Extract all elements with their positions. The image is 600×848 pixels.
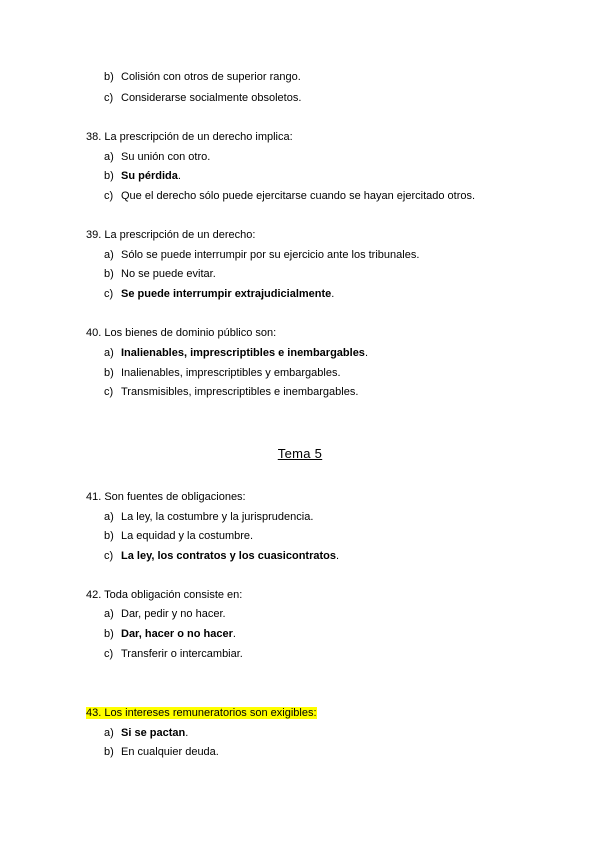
- option-b-correct: [104, 169, 181, 183]
- option-letter: c): [104, 550, 114, 562]
- option-text: En cualquier deuda.: [121, 746, 219, 758]
- option-letter: b): [104, 71, 114, 83]
- option-text: Transferir o intercambiar.: [121, 648, 243, 660]
- option-a: [104, 607, 226, 621]
- question-43: [86, 706, 317, 720]
- option-text: No se puede evitar.: [121, 268, 216, 280]
- option-a: [104, 510, 313, 524]
- option-letter: b): [104, 746, 114, 758]
- option-letter: a): [104, 151, 114, 163]
- option-letter: a): [104, 608, 114, 620]
- option-letter: a): [104, 249, 114, 261]
- option-suffix: .: [177, 170, 181, 182]
- option-c: [104, 91, 301, 105]
- option-suffix: .: [331, 288, 335, 300]
- option-letter: b): [104, 170, 114, 182]
- option-text: Su unión con otro.: [121, 151, 211, 163]
- highlighted-question-text: 43. Los intereses remuneratorios son exigibles:: [86, 707, 317, 719]
- option-c: [104, 385, 358, 399]
- option-text: Sólo se puede interrumpir por su ejercicio ante los tribunales.: [121, 249, 420, 261]
- option-a-correct: [104, 346, 368, 360]
- correct-answer-text: Inalienables, imprescriptibles e inembargables: [121, 347, 365, 359]
- question-41: 41. Son fuentes de obligaciones:: [86, 491, 246, 503]
- option-text: Transmisibles, imprescriptibles e inembargables.: [121, 386, 359, 398]
- option-letter: a): [104, 347, 114, 359]
- option-letter: c): [104, 288, 114, 300]
- correct-answer-text: Su pérdida: [121, 170, 178, 182]
- question-42: 42. Toda obligación consiste en:: [86, 589, 243, 601]
- option-suffix: .: [364, 347, 368, 359]
- option-letter: a): [104, 511, 114, 523]
- option-suffix: .: [335, 550, 340, 562]
- question-38: 38. La prescripción de un derecho implica:: [86, 131, 293, 143]
- option-b: [104, 529, 253, 543]
- option-a-correct: [104, 726, 188, 740]
- option-b: [104, 267, 216, 281]
- option-suffix: .: [232, 628, 236, 640]
- option-letter: c): [104, 386, 114, 398]
- section-heading: [0, 446, 600, 461]
- correct-answer-text: La ley, los contratos y los cuasicontratos: [121, 550, 336, 562]
- option-c-correct: [104, 287, 334, 301]
- option-text: La ley, la costumbre y la jurisprudencia.: [121, 511, 314, 523]
- option-letter: c): [104, 92, 114, 104]
- option-letter: a): [104, 727, 114, 739]
- option-letter: b): [104, 530, 114, 542]
- option-c: [104, 189, 475, 203]
- option-c-correct: [104, 549, 339, 563]
- option-b: [104, 745, 219, 759]
- option-text: Inalienables, imprescriptibles y embargables.: [121, 367, 341, 379]
- option-letter: b): [104, 367, 114, 379]
- option-a: [104, 248, 419, 262]
- option-text: Que el derecho sólo puede ejercitarse cuando se hayan ejercitado otros.: [121, 190, 476, 202]
- option-letter: c): [104, 648, 114, 660]
- correct-answer-text: Se puede interrumpir extrajudicialmente: [121, 288, 332, 300]
- correct-answer-text: Si se pactan: [121, 727, 186, 739]
- option-letter: b): [104, 268, 114, 280]
- option-letter: b): [104, 628, 114, 640]
- option-text: Dar, pedir y no hacer.: [121, 608, 226, 620]
- option-b: [104, 366, 341, 380]
- option-b: [104, 70, 301, 84]
- section-heading-text: Tema 5: [277, 446, 323, 461]
- option-text: Considerarse socialmente obsoletos.: [121, 92, 302, 104]
- question-39: 39. La prescripción de un derecho:: [86, 229, 256, 241]
- option-letter: c): [104, 190, 114, 202]
- option-a: [104, 150, 210, 164]
- option-text: Colisión con otros de superior rango.: [121, 71, 301, 83]
- option-b-correct: [104, 627, 236, 641]
- option-suffix: .: [185, 727, 189, 739]
- option-text: La equidad y la costumbre.: [121, 530, 254, 542]
- correct-answer-text: Dar, hacer o no hacer: [121, 628, 233, 640]
- question-40: 40. Los bienes de dominio público son:: [86, 327, 277, 339]
- option-c: [104, 647, 243, 661]
